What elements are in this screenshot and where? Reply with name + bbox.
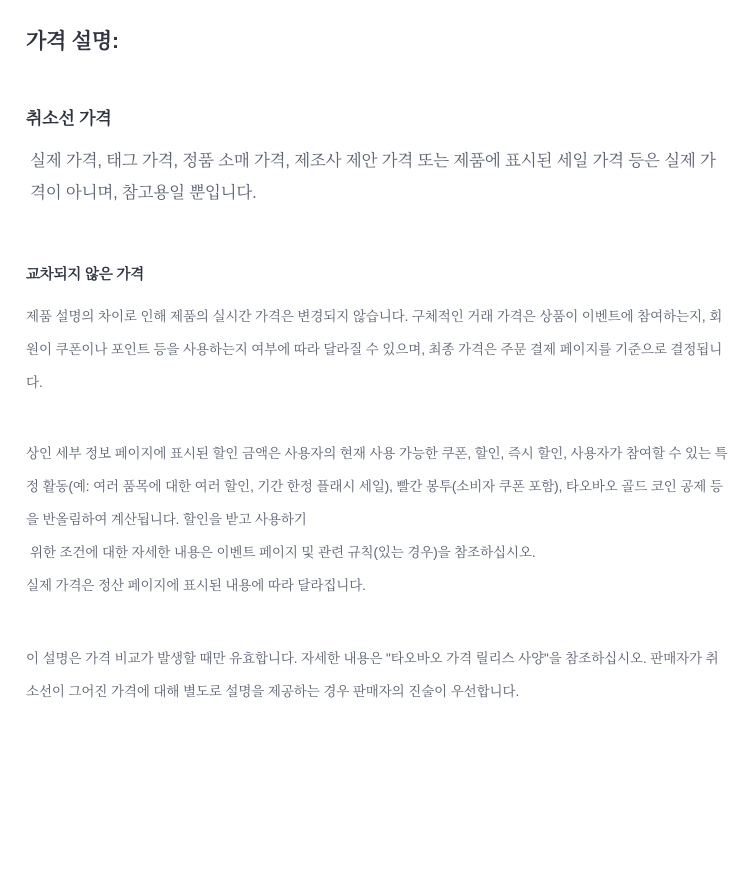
- strikethrough-price-description: 실제 가격, 태그 가격, 정품 소매 가격, 제조사 제안 가격 또는 제품에 표시된 세일 가격 등은 실제 가격이 아니며, 참고용일 뿐입니다.: [30, 152, 716, 203]
- non-crossed-price-paragraph-1: 제품 설명의 차이로 인해 제품의 실시간 가격은 변경되지 않습니다. 구체적인 거래 가격은 상품이 이벤트에 참여하는지, 회원이 쿠폰이나 포인트 등을 사용하는지 여부에 따라 달라질 수 있으며, 최종 가격은 주문 결제 페이지를 기준으로 결정됩니다.: [26, 308, 723, 390]
- discount-calculation-part-2: 위한 조건에 대한 자세한 내용은 이벤트 페이지 및 관련 규칙(있는 경우)을 참조하십시오.: [30, 545, 536, 561]
- discount-calculation-paragraph: [26, 437, 728, 602]
- section-heading-strikethrough-price: 취소선 가격: [26, 109, 112, 129]
- section-heading-non-crossed-price: 교차되지 않은 가격: [26, 267, 145, 284]
- page-title: 가격 설명:: [26, 30, 119, 53]
- discount-calculation-part-1: 상인 세부 정보 페이지에 표시된 할인 금액은 사용자의 현재 사용 가능한 쿠폰, 할인, 즉시 할인, 사용자가 참여할 수 있는 특정 활동(예: 여러 품목에 대한 여러 할인, 기간 한정 플래시 세일), 빨간 봉투(소비자 쿠폰 포함), 타오바오 골드 코인 공제 등을 반올림하여 계산됩니다. 할인을 받고 사용하기: [26, 445, 728, 528]
- price-comparison-paragraph: 이 설명은 가격 비교가 발생할 때만 유효합니다. 자세한 내용은 "타오바오 가격 릴리스 사양"을 참조하십시오. 판매자가 취소선이 그어진 가격에 대해 별도로 설명을 제공하는 경우 판매자의 진술이 우선합니다.: [26, 651, 719, 700]
- discount-calculation-part-3: 실제 가격은 정산 페이지에 표시된 내용에 따라 달라집니다.: [26, 578, 366, 594]
